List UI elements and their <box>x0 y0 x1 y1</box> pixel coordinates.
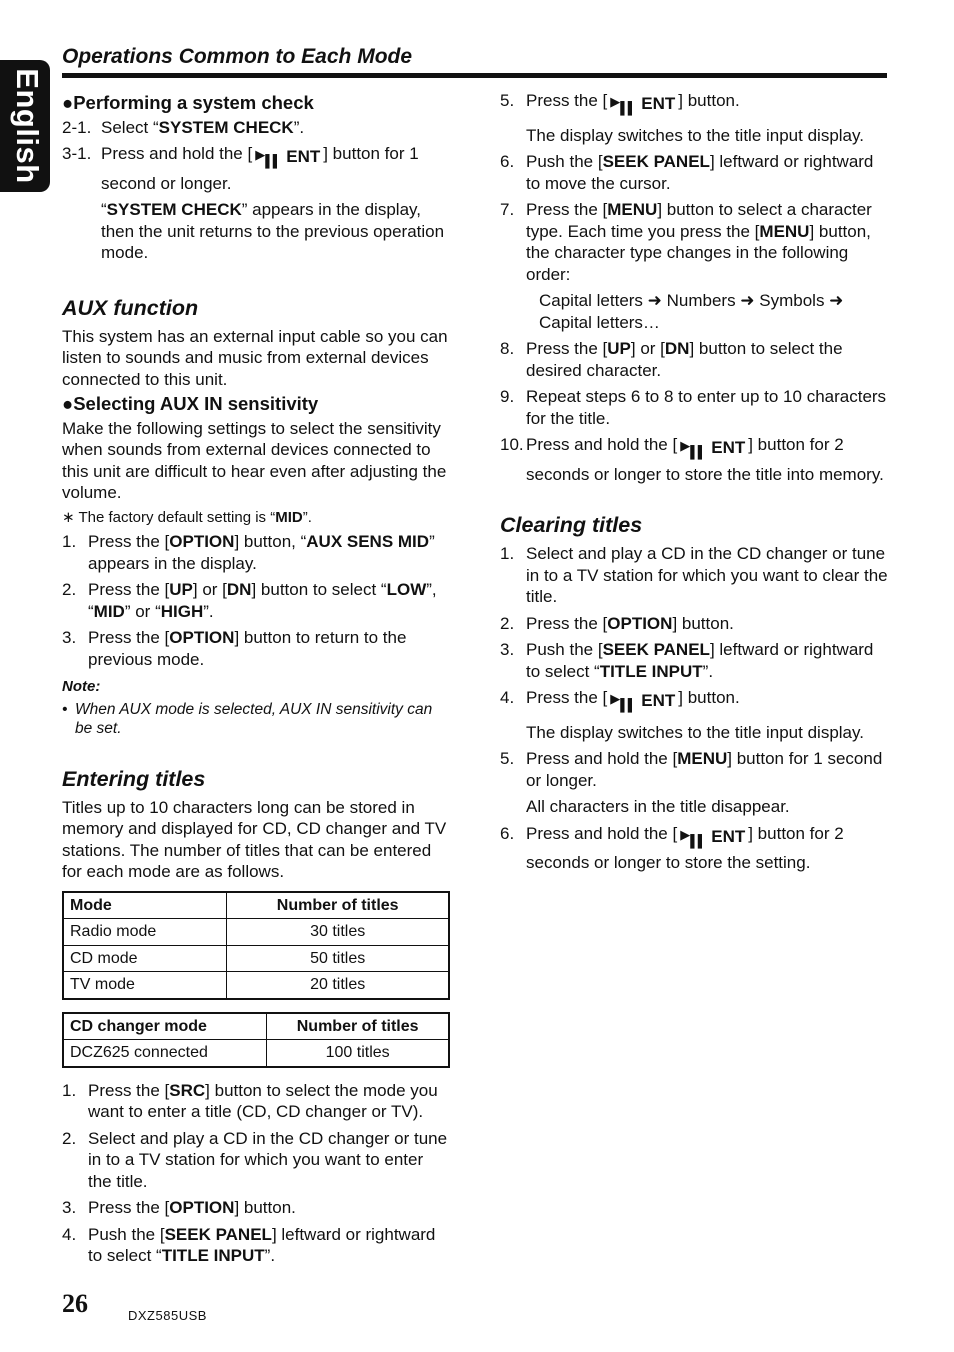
note-label: Note: <box>62 678 101 695</box>
play-pause-ent-icon: ▶▌▌ ENT <box>680 438 746 459</box>
list-item: 1. Press the [SRC] button to select the mode you want to enter a title (CD, CD changer or TV). <box>62 1080 438 1121</box>
play-pause-ent-icon: ▶▌▌ ENT <box>255 147 321 168</box>
list-item: 9. Repeat steps 6 to 8 to enter up to 10 characters for the title. <box>500 387 887 428</box>
bullet-icon: ● <box>62 393 74 414</box>
language-tab <box>0 60 50 192</box>
list-item: 1. Select and play a CD in the CD changer or tune in to a TV station for which you want to clear the title. <box>500 544 888 606</box>
table-row: DCZ625 connected 100 titles <box>63 1040 449 1067</box>
list-item: 6. Press and hold the [ ▶▌▌ ENT ] button for 2 seconds or longer to store the setting. <box>500 823 844 872</box>
entering-titles-title: Entering titles <box>62 766 206 791</box>
language-label: English <box>9 68 45 184</box>
bullet-icon: ● <box>62 92 74 113</box>
list-item: 5. Press the [ ▶▌▌ ENT ] button. The display switches to the title input display. <box>500 91 864 145</box>
page-number: 26 <box>62 1289 88 1318</box>
table-row: Radio mode 30 titles <box>63 919 449 946</box>
left-column <box>62 90 450 1272</box>
list-item: 6. Push the [SEEK PANEL] leftward or rightward to move the cursor. <box>500 152 874 193</box>
list-item: 5. Press and hold the [MENU] button for 1 second or longer. All characters in the title disappear. <box>500 749 883 816</box>
list-item: 3-1. Press and hold the [ ▶▌▌ ENT ] button for 1 second or longer. “SYSTEM CHECK” appears in the display, then the unit returns to the previous operation mode. <box>62 144 445 262</box>
list-item: 2-1. Select “SYSTEM CHECK”. <box>62 117 305 137</box>
aux-intro: This system has an external input cable so you can listen to sounds and music from external devices connected to this unit. <box>62 326 448 389</box>
character-order: Capital letters ➜ Numbers ➜ Symbols ➜ Capital letters… <box>539 291 844 332</box>
right-column <box>500 90 890 879</box>
clearing-titles-title: Clearing titles <box>500 513 643 537</box>
list-item: 7. Press the [MENU] button to select a character type. Each time you press the [MENU] button, the character type changes in the following order: Capital letters ➜ Numbers ➜ Symbols ➜ Capital letters… <box>500 199 890 333</box>
list-item: 2. Select and play a CD in the CD changer or tune in to a TV station for which you want to enter the title. <box>62 1128 448 1191</box>
aux-function-title: AUX function <box>62 295 199 320</box>
list-item: 2. Press the [UP] or [DN] button to select “LOW”, “MID” or “HIGH”. <box>62 580 437 621</box>
list-item: 1. Press the [OPTION] button, “AUX SENS MID” appears in the display. <box>62 532 435 573</box>
titles-per-mode-table: Mode Number of titles Radio mode 30 titles CD mode 50 titles TV mode 20 titles <box>62 891 450 1000</box>
list-item: 3. Press the [OPTION] button. <box>62 1198 296 1217</box>
system-check-heading: ●Performing a system check <box>62 92 314 113</box>
play-pause-ent-icon: ▶▌▌ ENT <box>610 94 676 115</box>
entering-intro: Titles up to 10 characters long can be stored in memory and displayed for CD, CD changer and TV stations. The number of titles that can be entered for each mode are as follows. <box>62 797 447 881</box>
note-text: • When AUX mode is selected, AUX IN sensitivity can be set. <box>62 700 433 737</box>
page-title: Operations Common to Each Mode <box>62 45 413 68</box>
aux-sensitivity-text: Make the following settings to select the sensitivity when sounds from external devices connected to this unit are difficult to hear even after adjusting the volume. <box>62 418 447 502</box>
list-item: 3. Push the [SEEK PANEL] leftward or rightward to select “TITLE INPUT”. <box>500 640 874 681</box>
list-item: 10. Press and hold the [ ▶▌▌ ENT ] button for 2 seconds or longer to store the title into memory. <box>500 435 884 484</box>
aux-sensitivity-heading: ●Selecting AUX IN sensitivity <box>62 393 319 414</box>
list-item: 4. Press the [ ▶▌▌ ENT ] button. The display switches to the title input display. <box>500 688 864 742</box>
list-item: 2. Press the [OPTION] button. <box>500 613 734 633</box>
table-row: CD mode 50 titles <box>63 945 449 972</box>
list-item: 8. Press the [UP] or [DN] button to select the desired character. <box>500 339 843 380</box>
default-setting-note: ∗ The factory default setting is “MID”. <box>62 508 312 526</box>
header-divider <box>62 73 887 78</box>
list-item: 3. Press the [OPTION] button to return to the previous mode. <box>62 628 407 669</box>
model-number: DXZ585USB <box>128 1308 207 1323</box>
play-pause-ent-icon: ▶▌▌ ENT <box>680 826 746 848</box>
play-pause-ent-icon: ▶▌▌ ENT <box>610 691 676 712</box>
table-row: TV mode 20 titles <box>63 972 449 999</box>
list-item: 4. Push the [SEEK PANEL] leftward or rightward to select “TITLE INPUT”. <box>62 1224 436 1265</box>
cd-changer-table: CD changer mode Number of titles DCZ625 connected 100 titles <box>62 1012 450 1068</box>
